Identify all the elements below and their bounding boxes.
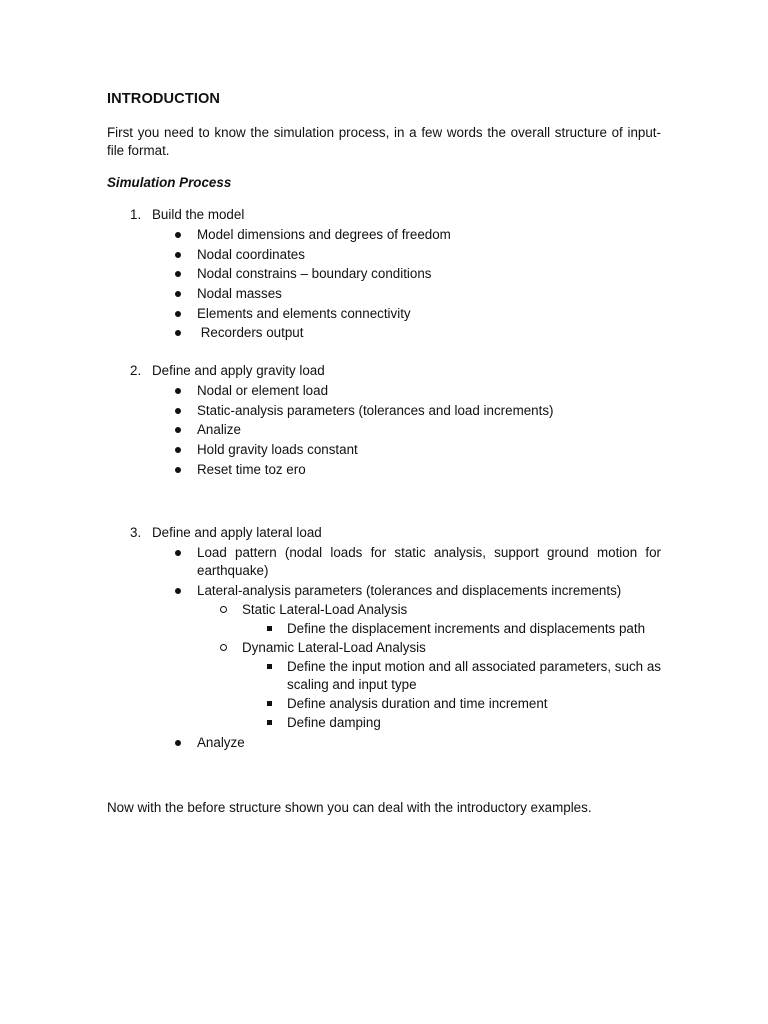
square-bullet-icon	[267, 720, 272, 725]
list-item: Reset time toz ero	[197, 462, 306, 477]
square-bullet-icon	[267, 664, 272, 669]
sublist-item-title: Dynamic Lateral-Load Analysis	[242, 640, 426, 655]
list-item: Lateral-analysis parameters (tolerances and displacements increments)	[197, 583, 622, 598]
list-item: Static-analysis parameters (tolerances and load increments)	[197, 403, 554, 418]
square-bullet-icon	[267, 626, 272, 631]
bullet-icon	[175, 408, 181, 414]
list-item: Analize	[197, 422, 241, 437]
bullet-icon	[175, 427, 181, 433]
bullet-icon	[175, 311, 181, 317]
bullet-icon	[175, 291, 181, 297]
list-item: Analyze	[197, 735, 245, 750]
bullet-icon	[175, 467, 181, 473]
sublist-item-title: Static Lateral-Load Analysis	[242, 602, 408, 617]
bullet-icon	[175, 330, 181, 336]
list-number: 1.	[130, 207, 142, 222]
list-item: Load pattern (nodal loads for static analysis, support ground motion for earthquake)	[197, 545, 661, 578]
bullet-icon	[175, 588, 181, 594]
list-number: 3.	[130, 525, 142, 540]
list-item: Hold gravity loads constant	[197, 442, 358, 457]
section-heading: INTRODUCTION	[107, 91, 221, 107]
list-item: Nodal or element load	[197, 383, 329, 398]
bullet-icon	[175, 252, 181, 258]
bullet-icon	[175, 550, 181, 556]
intro-paragraph: First you need to know the simulation process, in a few words the overall structure of input-file format.	[107, 125, 661, 158]
sublist-item: Define damping	[287, 715, 381, 730]
list-item: Recorders output	[197, 325, 304, 340]
list-item-title: Define and apply gravity load	[152, 363, 325, 378]
sublist-item: Define the input motion and all associated parameters, such as scaling and input type	[287, 659, 661, 692]
list-item-title: Build the model	[152, 207, 245, 222]
bullet-icon	[175, 388, 181, 394]
closing-paragraph: Now with the before structure shown you can deal with the introductory examples.	[107, 800, 592, 815]
bullet-icon	[175, 740, 181, 746]
list-item-title: Define and apply lateral load	[152, 525, 322, 540]
circle-bullet-icon	[220, 644, 227, 651]
list-item: Nodal constrains – boundary conditions	[197, 266, 432, 281]
list-item: Nodal masses	[197, 286, 282, 301]
list-number: 2.	[130, 363, 142, 378]
sublist-item: Define analysis duration and time increment	[287, 696, 548, 711]
bullet-icon	[175, 232, 181, 238]
subsection-heading: Simulation Process	[107, 175, 232, 190]
list-item: Model dimensions and degrees of freedom	[197, 227, 451, 242]
square-bullet-icon	[267, 701, 272, 706]
list-item: Nodal coordinates	[197, 247, 305, 262]
bullet-icon	[175, 447, 181, 453]
sublist-item: Define the displacement increments and displacements path	[287, 621, 646, 636]
list-item: Elements and elements connectivity	[197, 306, 411, 321]
circle-bullet-icon	[220, 606, 227, 613]
bullet-icon	[175, 271, 181, 277]
